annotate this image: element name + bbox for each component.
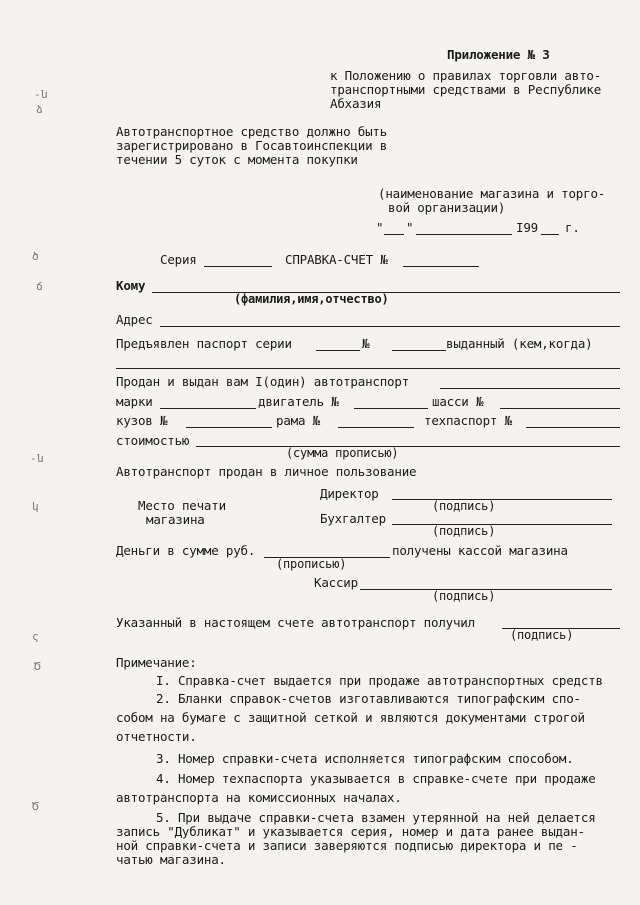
date-year-prefix: I99 xyxy=(516,220,538,235)
registration-note-line-1: Автотранспортное средство должно быть xyxy=(116,124,388,139)
frame-label: рама № xyxy=(276,413,320,428)
note-1: I. Справка-счет выдается при продаже автотранспортных средств xyxy=(156,673,603,688)
director-signature-field[interactable] xyxy=(392,499,612,500)
margin-mark: ծ xyxy=(32,250,39,263)
engine-field[interactable] xyxy=(354,408,428,409)
cashier-label: Кассир xyxy=(314,575,358,590)
accountant-signature-hint: (подпись) xyxy=(432,524,496,538)
series-label: Серия xyxy=(160,252,197,267)
director-signature-hint: (подпись) xyxy=(432,499,496,513)
date-month-field[interactable] xyxy=(416,234,512,235)
money-received-text: получены кассой магазина xyxy=(392,543,568,558)
stamp-place-line-2: магазина xyxy=(146,512,205,527)
fio-hint: (фамилия,имя,отчество) xyxy=(234,292,389,306)
note-4-line-2: автотранспорта на комиссионных началах. xyxy=(116,790,402,805)
received-signature-hint: (подпись) xyxy=(510,628,574,642)
note-2-line-1: 2. Бланки справок-счетов изготавливаются типографским спо- xyxy=(156,691,581,706)
body-field[interactable] xyxy=(186,427,272,428)
series-field[interactable] xyxy=(204,266,272,267)
issued-field[interactable] xyxy=(116,368,620,369)
accountant-signature-field[interactable] xyxy=(392,524,612,525)
brand-field[interactable] xyxy=(160,408,256,409)
registration-note-line-3: течении 5 суток с момента покупки xyxy=(116,152,358,167)
to-whom-label: Кому xyxy=(116,278,146,293)
vehicle-field[interactable] xyxy=(440,388,620,389)
note-2-line-3: отчетности. xyxy=(116,729,197,744)
note-3: 3. Номер справки-счета исполняется типографским способом. xyxy=(156,751,574,766)
note-5-line-1: 5. При выдаче справки-счета взамен утерянной на ней делается xyxy=(156,810,596,825)
money-label: Деньги в сумме руб. xyxy=(116,543,256,558)
director-label: Директор xyxy=(320,486,379,501)
margin-mark: ճ xyxy=(36,280,43,293)
body-label: кузов № xyxy=(116,413,168,428)
store-name-label-2: вой организации) xyxy=(388,200,506,215)
personal-use-text: Автотранспорт продан в личное пользование xyxy=(116,464,417,479)
cashier-signature-hint: (подпись) xyxy=(432,589,496,603)
stamp-place-line-1: Место печати xyxy=(138,498,226,513)
appendix-ref-line-1: к Положению о правилах торговли авто- xyxy=(330,68,602,83)
margin-mark: կ xyxy=(32,500,39,513)
note-5-line-2: запись "Дубликат" и указывается серия, номер и дата ранее выдан- xyxy=(116,824,585,839)
note-4-line-1: 4. Номер техпаспорта указывается в справке-счете при продаже xyxy=(156,771,596,786)
received-text: Указанный в настоящем счете автотранспорт получил xyxy=(116,615,475,630)
accountant-label: Бухгалтер xyxy=(320,511,386,526)
in-words-hint: (прописью) xyxy=(276,557,347,571)
margin-mark: -ն xyxy=(30,452,44,465)
brand-label: марки xyxy=(116,394,153,409)
passport-number-label: № xyxy=(362,336,370,351)
passport-series-field[interactable] xyxy=(316,350,360,351)
date-quote-open: " xyxy=(376,220,384,235)
margin-mark: -ն xyxy=(34,88,48,101)
store-name-label-1: (наименование магазина и торго- xyxy=(378,186,606,201)
margin-mark: ς xyxy=(32,630,39,643)
note-5-line-3: ной справки-счета и записи заверяются подписью директора и пе - xyxy=(116,838,578,853)
date-suffix: г. xyxy=(565,220,580,235)
issued-label: выданный (кем,когда) xyxy=(446,336,593,351)
appendix-number: Приложение № 3 xyxy=(447,47,550,62)
date-year-field[interactable] xyxy=(541,234,559,235)
appendix-ref-line-3: Абхазия xyxy=(330,96,382,111)
appendix-ref-line-2: транспортными средствами в Республике xyxy=(330,82,602,97)
margin-mark: Ծ xyxy=(34,660,41,673)
amount-words-hint: (сумма прописью) xyxy=(286,446,399,460)
sold-label: Продан и выдан вам I(один) автотранспорт xyxy=(116,374,410,389)
document-number-field[interactable] xyxy=(403,266,479,267)
cost-field[interactable] xyxy=(196,446,620,447)
address-field[interactable] xyxy=(160,326,620,327)
frame-field[interactable] xyxy=(338,427,414,428)
chassis-label: шасси № xyxy=(432,394,484,409)
passport-number-field[interactable] xyxy=(392,350,446,351)
passport-label: Предъявлен паспорт серии xyxy=(116,336,292,351)
notes-heading: Примечание: xyxy=(116,655,197,670)
margin-mark: Ծ xyxy=(32,800,39,813)
date-day-field[interactable] xyxy=(384,234,404,235)
cost-label: стоимостью xyxy=(116,433,190,448)
margin-mark: ձ xyxy=(36,103,43,116)
tech-passport-field[interactable] xyxy=(526,427,620,428)
tech-passport-label: техпаспорт № xyxy=(424,413,512,428)
date-quote-close: " xyxy=(406,220,414,235)
chassis-field[interactable] xyxy=(500,408,620,409)
address-label: Адрес xyxy=(116,312,153,327)
engine-label: двигатель № xyxy=(258,394,339,409)
note-5-line-4: чатью магазина. xyxy=(116,852,226,867)
registration-note-line-2: зарегистрировано в Госавтоинспекции в xyxy=(116,138,388,153)
note-2-line-2: собом на бумаге с защитной сеткой и являются документами строгой xyxy=(116,710,585,725)
document-title: СПРАВКА-СЧЕТ № xyxy=(285,252,388,267)
